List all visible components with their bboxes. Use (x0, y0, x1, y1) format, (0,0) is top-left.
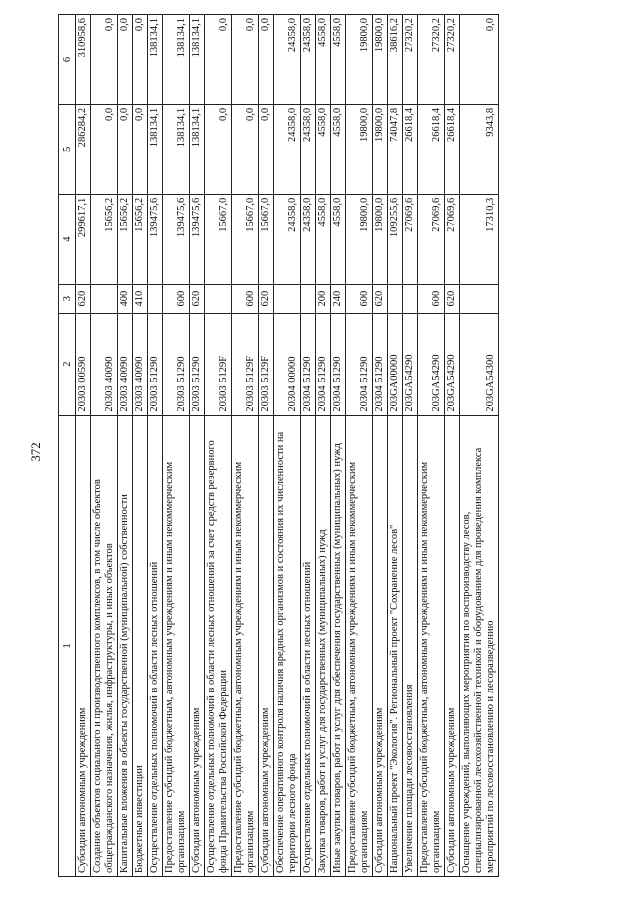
row-value-2023: 138134,1 (148, 15, 163, 105)
row-value-2022: 0,0 (133, 104, 148, 194)
row-value-2022: 4558,0 (331, 104, 346, 194)
row-vr (274, 284, 301, 313)
row-value-2022: 286284,2 (76, 104, 91, 194)
table-row (301, 15, 316, 877)
row-name: Бюджетные инвестиции (133, 415, 148, 876)
row-value-2022: 19800,0 (373, 104, 388, 194)
row-value-2021: 15656,2 (118, 194, 133, 284)
row-value-2022: 19800,0 (346, 104, 373, 194)
row-value-2021: 15667,0 (232, 194, 259, 284)
header-col-2: 2 (59, 313, 76, 415)
row-name: Закупка товаров, работ и услуг для государственных (муниципальных) нужд (316, 415, 331, 876)
row-vr: 600 (163, 284, 190, 313)
row-value-2022: 138134,1 (190, 104, 205, 194)
row-vr (205, 284, 232, 313)
row-value-2021: 15656,2 (91, 194, 118, 284)
row-vr: 620 (190, 284, 205, 313)
row-value-2021: 24358,0 (274, 194, 301, 284)
row-vr (388, 284, 403, 313)
row-value-2023: 24358,0 (301, 15, 316, 105)
row-name: Предоставление субсидий бюджетным, автономным учреждениям и иным некоммерческим организациям (346, 415, 373, 876)
row-value-2023: 27320,2 (445, 15, 460, 105)
table-row (403, 15, 418, 877)
row-value-2021: 15656,2 (133, 194, 148, 284)
row-code: 203GA00000 (388, 313, 403, 415)
row-code: 20303 51290 (190, 313, 205, 415)
row-value-2023: 0,0 (133, 15, 148, 105)
table-row (205, 15, 232, 877)
row-vr: 200 (316, 284, 331, 313)
row-code: 203GA54290 (445, 313, 460, 415)
row-vr: 240 (331, 284, 346, 313)
row-vr: 620 (445, 284, 460, 313)
row-value-2021: 109255,6 (388, 194, 403, 284)
row-value-2022: 0,0 (205, 104, 232, 194)
row-value-2021: 19800,0 (373, 194, 388, 284)
row-value-2021: 139475,6 (190, 194, 205, 284)
row-value-2023: 38616,2 (388, 15, 403, 105)
row-value-2022: 24358,0 (274, 104, 301, 194)
table-row (418, 15, 445, 877)
row-name: Обеспечение оперативного контроля наличия вредных организмов и состояния их численности на территории лесного фонда (274, 415, 301, 876)
row-code: 20304 51290 (373, 313, 388, 415)
row-code: 203GA54300 (460, 313, 499, 415)
row-name: Увеличение площади лесовосстановления (403, 415, 418, 876)
row-vr: 600 (346, 284, 373, 313)
row-value-2021: 15667,0 (205, 194, 232, 284)
row-name: Капитальные вложения в объекты государственной (муниципальной) собственности (118, 415, 133, 876)
row-code: 20303 40090 (91, 313, 118, 415)
header-col-3: 3 (59, 284, 76, 313)
row-vr (460, 284, 499, 313)
header-col-6: 6 (59, 15, 76, 105)
row-vr: 600 (418, 284, 445, 313)
row-name: Иные закупки товаров, работ и услуг для обеспечения государственных (муниципальных) нужд (331, 415, 346, 876)
row-value-2022: 0,0 (259, 104, 274, 194)
row-vr: 620 (259, 284, 274, 313)
row-value-2023: 310958,6 (76, 15, 91, 105)
row-value-2023: 19800,0 (346, 15, 373, 105)
row-value-2023: 0,0 (91, 15, 118, 105)
row-value-2022: 26618,4 (445, 104, 460, 194)
table-row (190, 15, 205, 877)
table-row (460, 15, 499, 877)
row-value-2021: 4558,0 (331, 194, 346, 284)
row-vr: 400 (118, 284, 133, 313)
row-value-2023: 138134,1 (163, 15, 190, 105)
header-col-4: 4 (59, 194, 76, 284)
table-row (91, 15, 118, 877)
table-row (118, 15, 133, 877)
row-code: 20303 51290 (148, 313, 163, 415)
row-code: 20304 51290 (316, 313, 331, 415)
row-value-2022: 9343,8 (460, 104, 499, 194)
row-value-2022: 26618,4 (403, 104, 418, 194)
row-code: 20303 5129F (259, 313, 274, 415)
table-row (148, 15, 163, 877)
row-code: 20303 51290 (163, 313, 190, 415)
row-value-2023: 4558,0 (316, 15, 331, 105)
table-row (133, 15, 148, 877)
row-value-2022: 0,0 (118, 104, 133, 194)
row-code: 20304 51290 (301, 313, 316, 415)
row-code: 20303 5129F (232, 313, 259, 415)
row-vr: 410 (133, 284, 148, 313)
row-value-2023: 0,0 (460, 15, 499, 105)
table-row (346, 15, 373, 877)
row-code: 20303 5129F (205, 313, 232, 415)
row-name: Осуществление отдельных полномочий в области лесных отношений (301, 415, 316, 876)
table-row (373, 15, 388, 877)
table-row (274, 15, 301, 877)
row-name: Создание объектов социального и производственного комплексов, в том числе объектов общегражданского назначения, жилья, инфраструктуры, и иных объектов (91, 415, 118, 876)
row-value-2023: 24358,0 (274, 15, 301, 105)
row-name: Субсидии автономным учреждениям (445, 415, 460, 876)
row-name: Предоставление субсидий бюджетным, автономным учреждениям и иным некоммерческим организациям (418, 415, 445, 876)
table-row (76, 15, 91, 877)
row-value-2021: 19800,0 (346, 194, 373, 284)
row-value-2022: 74047,8 (388, 104, 403, 194)
row-code: 20303 40090 (133, 313, 148, 415)
row-vr (403, 284, 418, 313)
row-value-2023: 0,0 (232, 15, 259, 105)
row-code: 20304 00000 (274, 313, 301, 415)
row-value-2023: 138134,1 (190, 15, 205, 105)
row-value-2022: 26618,4 (418, 104, 445, 194)
row-value-2022: 24358,0 (301, 104, 316, 194)
row-value-2021: 17310,3 (460, 194, 499, 284)
row-value-2022: 0,0 (232, 104, 259, 194)
table-body (76, 15, 499, 877)
row-value-2021: 139475,6 (163, 194, 190, 284)
row-value-2021: 299617,1 (76, 194, 91, 284)
row-value-2021: 27069,6 (403, 194, 418, 284)
table-row (331, 15, 346, 877)
row-code: 203GA54290 (403, 313, 418, 415)
row-name: Национальный проект "Экология". Региональный проект "Сохранение лесов" (388, 415, 403, 876)
row-vr: 620 (373, 284, 388, 313)
row-name: Предоставление субсидий бюджетным, автономным учреждениям и иным некоммерческим организациям (232, 415, 259, 876)
row-value-2023: 27320,2 (418, 15, 445, 105)
row-vr: 620 (76, 284, 91, 313)
table-row (163, 15, 190, 877)
header-row (59, 15, 76, 877)
row-value-2021: 15667,0 (259, 194, 274, 284)
row-value-2022: 138134,1 (148, 104, 163, 194)
row-value-2023: 0,0 (118, 15, 133, 105)
row-name: Субсидии автономным учреждениям (373, 415, 388, 876)
row-code: 20303 40090 (118, 313, 133, 415)
row-code: 203GA54290 (418, 313, 445, 415)
table-row (445, 15, 460, 877)
row-name: Предоставление субсидий бюджетным, автономным учреждениям и иным некоммерческим организациям (163, 415, 190, 876)
table-row (316, 15, 331, 877)
row-name: Субсидии автономным учреждениям (76, 415, 91, 876)
row-value-2021: 27069,6 (418, 194, 445, 284)
row-value-2022: 138134,1 (163, 104, 190, 194)
row-value-2023: 0,0 (205, 15, 232, 105)
table-row (388, 15, 403, 877)
table-row (259, 15, 274, 877)
row-value-2021: 24358,0 (301, 194, 316, 284)
row-value-2022: 4558,0 (316, 104, 331, 194)
row-value-2023: 19800,0 (373, 15, 388, 105)
row-name: Оснащение учреждений, выполняющих мероприятия по воспроизводству лесов, специализированной лесохозяйственной техникой и оборудованием для проведения комплекса мероприятий по лесовосстановлению и лесоразведению (460, 415, 499, 876)
row-value-2023: 27320,2 (403, 15, 418, 105)
row-vr (148, 284, 163, 313)
row-name: Осуществление отдельных полномочий в области лесных отношений (148, 415, 163, 876)
row-value-2023: 0,0 (259, 15, 274, 105)
row-name: Осуществление отдельных полномочий в области лесных отношений за счет средств резервного фонда Правительства Российской Федерации (205, 415, 232, 876)
budget-table (58, 14, 499, 877)
row-code: 20303 00590 (76, 313, 91, 415)
row-code: 20304 51290 (346, 313, 373, 415)
row-vr (91, 284, 118, 313)
row-value-2021: 4558,0 (316, 194, 331, 284)
row-value-2021: 27069,6 (445, 194, 460, 284)
row-code: 20304 51290 (331, 313, 346, 415)
row-vr: 600 (232, 284, 259, 313)
header-col-5: 5 (59, 104, 76, 194)
page-number: 372 (28, 442, 43, 462)
row-name: Субсидии автономным учреждениям (259, 415, 274, 876)
header-col-1: 1 (59, 415, 76, 876)
row-value-2023: 4558,0 (331, 15, 346, 105)
row-value-2022: 0,0 (91, 104, 118, 194)
row-name: Субсидии автономным учреждениям (190, 415, 205, 876)
table-row (232, 15, 259, 877)
row-value-2021: 139475,6 (148, 194, 163, 284)
row-vr (301, 284, 316, 313)
